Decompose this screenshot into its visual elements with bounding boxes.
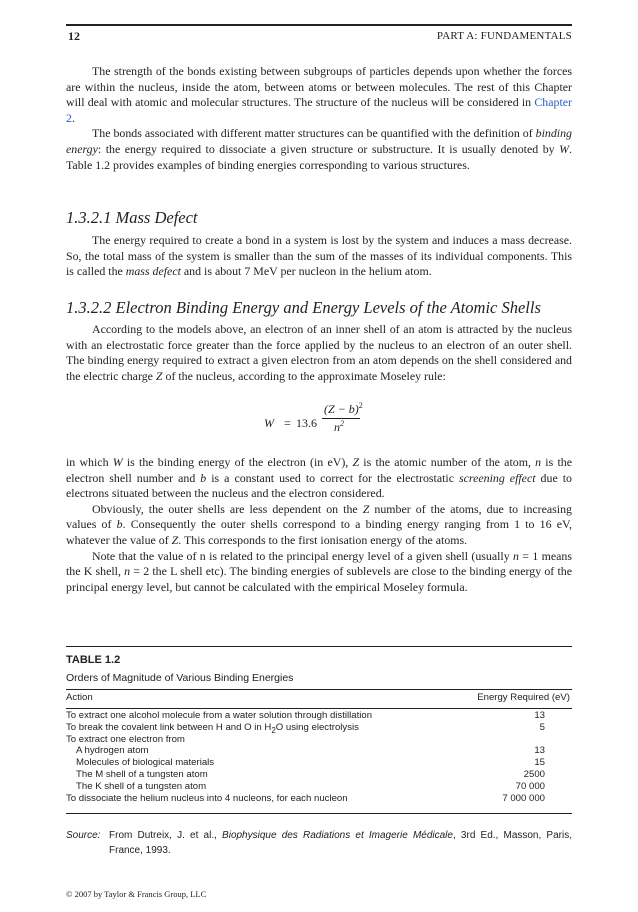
table-label: TABLE 1.2 — [66, 654, 121, 666]
outer-shells-paragraph: Obviously, the outer shells are less dependent on the Z number of the atoms, due to increasing values of b. Consequently the outer shells correspond to a binding energy ranging from 1 to 16 eV, whatever the value of Z. This corresponds to the first ionisation energy of the atoms. — [66, 501, 573, 547]
table-cell-energy: 13 — [534, 710, 545, 721]
copyright-footer: © 2007 by Taylor & Francis Group, LLC — [66, 889, 207, 899]
table-cell-action: The K shell of a tungsten atom — [76, 780, 207, 792]
principal-level-paragraph: Note that the value of n is related to the principal energy level of a given shell (usually n = 1 means the K shell, n = 2 the L shell etc). The binding energies of sublevels are close to the binding energy of the principal energy level, but cannot be calculated with the empirical Moseley formula. — [66, 548, 572, 594]
table-cell-energy: 15 — [534, 757, 545, 769]
page-number: 12 — [68, 29, 80, 43]
after-equation-text — [66, 455, 572, 595]
table-bottom-rule — [66, 813, 572, 814]
electron-binding-paragraph: According to the models above, an electron of an inner shell of an atom is attracted by the nucleus with an electrostatic force greater than the force applied by the nucleus to an electron of an outer shell. The binding energy required to extract a given electron from an atom depends on the shell considered and the electric charge Z of the nucleus, according to the approximate Moseley rule: — [66, 322, 572, 383]
equation-explanation-paragraph: in which W is the binding energy of the electron (in eV), Z is the atomic number of the atom, n is the electron shell number and b is a constant used to correct for the electrostatic screening effect due to electrons situated between the nucleus and the electron considered. — [66, 455, 572, 501]
table-row — [66, 722, 572, 734]
table-caption: Orders of Magnitude of Various Binding Energies — [66, 672, 294, 684]
table-cell-energy: 7 000 000 — [502, 792, 545, 804]
source-text: From Dutreix, J. et al., Biophysique des Radiations et Imagerie Médicale, 3rd Ed., Masson, Paris, France, 1993. — [109, 830, 572, 856]
section-heading-electron-binding: 1.3.2.2 Electron Binding Energy and Energy Levels of the Atomic Shells — [66, 298, 541, 317]
table-top-rule — [66, 646, 572, 647]
mass-defect-paragraph: The energy required to create a bond in a system is lost by the system and induces a mass decrease. So, the total mass of the system is smaller than the sum of the masses of its individual components. This is called the mass defect and is about 7 MeV per nucleon in the helium atom. — [66, 233, 572, 279]
table-cell-action: To break the covalent link between H and O in $H_2O$ using electrolysis — [66, 721, 359, 735]
table-cell-energy: 5 — [539, 721, 545, 733]
equation-coefficient: 13.6 — [296, 416, 317, 430]
table-cell-action: A hydrogen atom — [76, 745, 149, 757]
table-cell-action: To dissociate the helium nucleus into 4 nucleons, for each nucleon — [66, 792, 348, 804]
header-rule — [66, 24, 572, 26]
column-header-action: Action — [66, 692, 93, 703]
table-cell-energy: 13 — [534, 745, 545, 757]
table-header-row — [66, 689, 572, 707]
section-heading-mass-defect: 1.3.2.1 Mass Defect — [66, 208, 198, 227]
table-row — [66, 757, 572, 769]
mass-defect-text — [66, 233, 572, 280]
source-label: Source: — [66, 830, 101, 841]
equation-equals: = — [284, 416, 291, 430]
table-cell-action: To extract one alcohol molecule from a water solution through distillation — [66, 710, 373, 721]
column-header-energy: Energy Required (eV) — [477, 692, 570, 703]
table-cell-energy: 70 000 — [515, 780, 545, 792]
intro-paragraph-2: The bonds associated with different matter structures can be quantified with the definition of binding energy: the energy required to dissociate a given structure or substructure. It is usually denoted by W. Table 1.2 provides examples of binding energies corresponding to various structures. — [66, 126, 572, 172]
table-cell-action: The M shell of a tungsten atom — [76, 768, 208, 780]
equation-numerator: $(Z - b)^2$ — [324, 401, 363, 416]
equation-denominator: $n^2$ — [334, 419, 344, 434]
intro-paragraph-1: The strength of the bonds existing between subgroups of particles depends upon whether the forces are within the nucleus, inside the atom, between atoms or between molecules. The rest of this Chapter will deal with atomic and molecular structures. The structure of the nucleus will be considered in Chapter 2. — [66, 64, 572, 125]
chapter-2-link[interactable]: Chapter 2 — [66, 95, 572, 125]
table-row — [66, 769, 572, 781]
electron-binding-text — [66, 322, 572, 384]
table-row — [66, 793, 572, 805]
table-cell-action: To extract one electron from — [66, 733, 185, 745]
moseley-equation — [264, 402, 384, 442]
table-cell-action: Molecules of biological materials — [76, 757, 215, 769]
table-row — [66, 734, 572, 746]
table-cell-energy: 2500 — [523, 768, 545, 780]
table-row — [66, 710, 572, 722]
table-row — [66, 781, 572, 793]
binding-energy-table — [66, 689, 572, 804]
equation-lhs: W — [264, 416, 274, 430]
table-row — [66, 745, 572, 757]
running-head: PART A: FUNDAMENTALS — [436, 30, 572, 42]
intro-text — [66, 64, 572, 173]
